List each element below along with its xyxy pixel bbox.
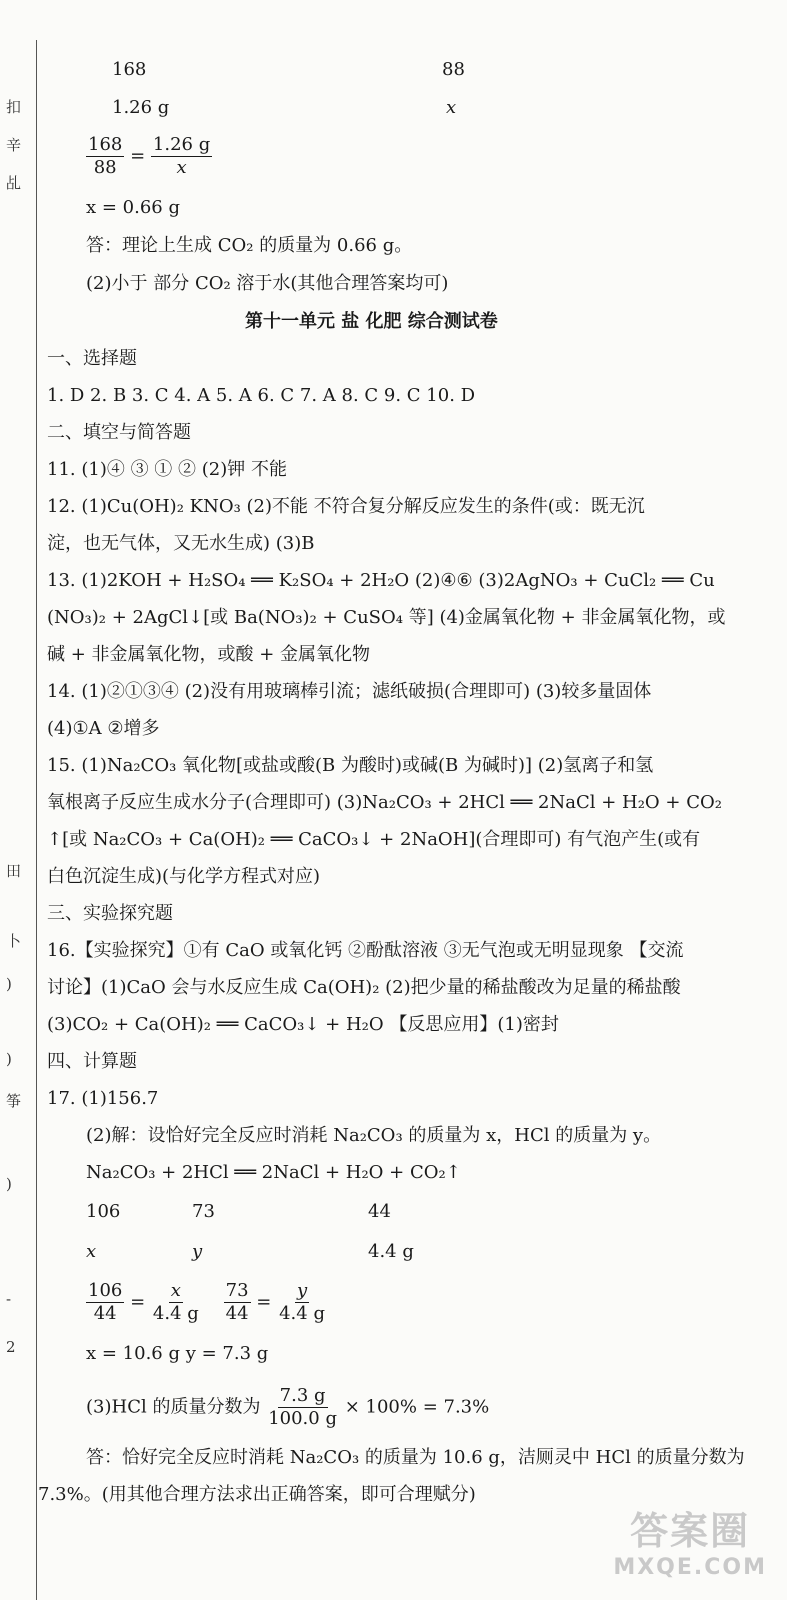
- margin-char: 扣: [6, 98, 22, 116]
- margin-char: ): [6, 1175, 12, 1193]
- margin-char: 2: [6, 1338, 16, 1356]
- margin-char: 田: [6, 862, 22, 880]
- margin-char: ): [6, 1050, 12, 1068]
- q16-line: (3)CO₂ + Ca(OH)₂ ══ CaCO₃↓ + H₂O 【反思应用】(1)密封: [47, 1014, 559, 1035]
- q17-answer: 7.3%。(用其他合理方法求出正确答案，即可合理赋分): [38, 1484, 476, 1505]
- mass-x: x: [86, 1241, 97, 1262]
- q14-line: (4)①A ②增多: [47, 718, 160, 739]
- choice-answers: 1. D 2. B 3. C 4. A 5. A 6. C 7. A 8. C 9. C 10. D: [47, 385, 476, 406]
- q17-line: (2)解：设恰好完全反应时消耗 Na₂CO₃ 的质量为 x，HCl 的质量为 y。: [86, 1125, 662, 1146]
- unit-title: 第十一单元 盐 化肥 综合测试卷: [245, 311, 498, 332]
- margin-char: 辛: [6, 136, 22, 154]
- q13-line: 13. (1)2KOH + H₂SO₄ ══ K₂SO₄ + 2H₂O (2)④⑥ (3)2AgNO₃ + CuCl₂ ══ Cu: [47, 570, 715, 591]
- part2-line: (2)小于 部分 CO₂ 溶于水(其他合理答案均可): [86, 273, 449, 294]
- q15-line: 氧根离子反应生成水分子(合理即可) (3)Na₂CO₃ + 2HCl ══ 2NaCl + H₂O + CO₂: [47, 792, 722, 813]
- mass-88: 88: [442, 59, 465, 80]
- q13-line: 碱 + 非金属氧化物，或酸 + 金属氧化物: [47, 644, 371, 665]
- q12-line: 12. (1)Cu(OH)₂ KNO₃ (2)不能 不符合复分解反应发生的条件(或：既无沉: [47, 496, 645, 517]
- q17-answer: 答：恰好完全反应时消耗 Na₂CO₃ 的质量为 10.6 g，洁厕灵中 HCl 的质量分数为: [86, 1447, 745, 1468]
- fraction: $\frac{168}{88}$: [88, 134, 123, 178]
- fraction: $\frac{1.26 g}{x}$: [152, 134, 211, 178]
- mass-73: 73: [192, 1201, 215, 1222]
- answer-line: 答：理论上生成 CO₂ 的质量为 0.66 g。: [86, 235, 413, 256]
- q16-line: 16.【实验探究】①有 CaO 或氧化钙 ②酚酞溶液 ③无气泡或无明显现象 【交流: [47, 940, 684, 961]
- margin-char: -: [6, 1290, 12, 1308]
- margin-char: 乩: [6, 174, 22, 192]
- margin-char: ): [6, 975, 12, 993]
- q17-result: x = 10.6 g y = 7.3 g: [86, 1343, 269, 1364]
- fraction: $\frac{y}{4.4 g}$: [279, 1280, 325, 1324]
- q13-line: (NO₃)₂ + 2AgCl↓[或 Ba(NO₃)₂ + CuSO₄ 等] (4)金属氧化物 + 非金属氧化物，或: [47, 607, 726, 628]
- section-heading: 四、计算题: [47, 1051, 137, 1072]
- fraction: $\frac{7.3 g}{100.0 g}$: [268, 1385, 337, 1429]
- margin-line: [36, 40, 37, 1600]
- watermark-logo: 答案圈 MXQE.COM: [613, 1509, 767, 1580]
- section-heading: 一、选择题: [47, 348, 137, 369]
- section-heading: 二、填空与简答题: [47, 422, 191, 443]
- q17-ratio-equations: $\frac{106}{44}$ = $\frac{x}{4.4 g}$ $\frac{73}{44}$ = $\frac{y}{4.4 g}$: [88, 1280, 325, 1324]
- x-result: x = 0.66 g: [86, 197, 180, 218]
- q16-line: 讨论】(1)CaO 会与水反应生成 Ca(OH)₂ (2)把少量的稀盐酸改为足量的稀盐酸: [47, 977, 681, 998]
- margin-char: 卜: [6, 932, 22, 950]
- q15-line: ↑[或 Na₂CO₃ + Ca(OH)₂ ══ CaCO₃↓ + 2NaOH](合理即可) 有气泡产生(或有: [47, 829, 701, 850]
- mass-1-26g: 1.26 g: [112, 97, 170, 118]
- fraction: $\frac{x}{4.4 g}$: [152, 1280, 199, 1324]
- q12-line: 淀，也无气体，又无水生成) (3)B: [47, 533, 315, 554]
- mass-168: 168: [112, 59, 147, 80]
- q17-equation: Na₂CO₃ + 2HCl ══ 2NaCl + H₂O + CO₂↑: [86, 1162, 461, 1183]
- mass-106: 106: [86, 1201, 121, 1222]
- q11-line: 11. (1)④ ③ ① ② (2)钾 不能: [47, 459, 287, 480]
- margin-char: 筝: [6, 1092, 22, 1110]
- fraction: $\frac{106}{44}$: [88, 1280, 123, 1324]
- ratio-equation: $\frac{168}{88}$ = $\frac{1.26 g}{x}$: [88, 134, 211, 178]
- mass-4-4g: 4.4 g: [368, 1241, 414, 1262]
- mass-44: 44: [368, 1201, 391, 1222]
- section-heading: 三、实验探究题: [47, 903, 173, 924]
- fraction: $\frac{73}{44}$: [225, 1280, 249, 1324]
- q15-line: 15. (1)Na₂CO₃ 氧化物[或盐或酸(B 为酸时)或碱(B 为碱时)] (2)氢离子和氢: [47, 755, 654, 776]
- q17-part3: (3)HCl 的质量分数为 $\frac{7.3 g}{100.0 g}$ × 100% = 7.3%: [86, 1385, 490, 1429]
- q17-line: 17. (1)156.7: [47, 1088, 159, 1109]
- mass-y: y: [192, 1241, 203, 1262]
- q14-line: 14. (1)②①③④ (2)没有用玻璃棒引流；滤纸破损(合理即可) (3)较多量固体: [47, 681, 652, 702]
- mass-x: x: [446, 97, 457, 118]
- q15-line: 白色沉淀生成)(与化学方程式对应): [47, 866, 321, 887]
